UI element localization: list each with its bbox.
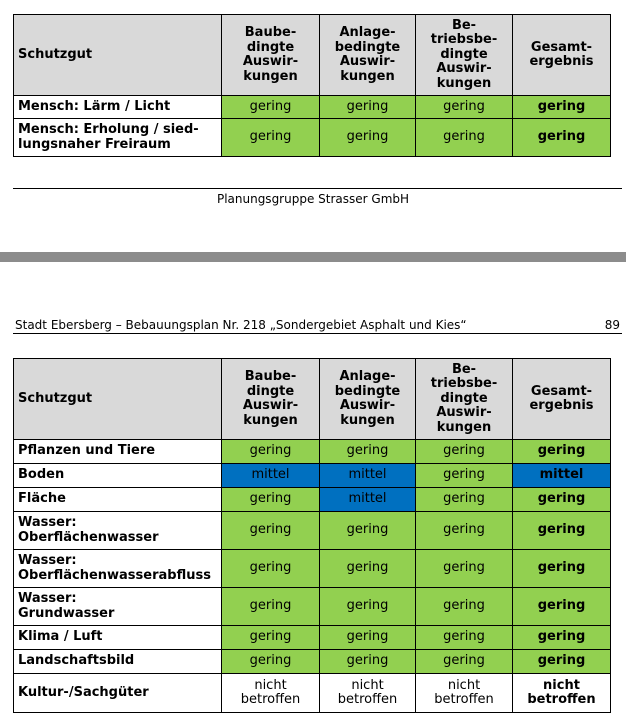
anlagebedingt-cell: gering [320, 588, 416, 626]
schutzgut-label: Wasser: Oberflächenwasserabfluss [14, 550, 222, 588]
header-baubedingt: Baube- dingte Auswir- kungen [222, 15, 320, 96]
betriebsbedingt-cell: gering [416, 650, 513, 674]
page1-header-row [14, 15, 611, 96]
betriebsbedingt-cell: nicht betroffen [416, 674, 513, 713]
betriebsbedingt-cell: gering [416, 440, 513, 464]
betriebsbedingt-cell: gering [416, 588, 513, 626]
baubedingt-cell: gering [222, 96, 320, 119]
baubedingt-cell: gering [222, 550, 320, 588]
baubedingt-cell: gering [222, 650, 320, 674]
schutzgut-label: Klima / Luft [14, 626, 222, 650]
anlagebedingt-cell: gering [320, 650, 416, 674]
table-row [14, 550, 611, 588]
table-row [14, 512, 611, 550]
table-row [14, 650, 611, 674]
table-row [14, 674, 611, 713]
baubedingt-cell: gering [222, 588, 320, 626]
anlagebedingt-cell: mittel [320, 488, 416, 512]
betriebsbedingt-cell: gering [416, 550, 513, 588]
header-schutzgut: Schutzgut [14, 15, 222, 96]
schutzgut-label: Kultur-/Sachgüter [14, 674, 222, 713]
schutzgut-label: Landschaftsbild [14, 650, 222, 674]
betriebsbedingt-cell: gering [416, 488, 513, 512]
page-footer: Planungsgruppe Strasser GmbH [216, 192, 410, 206]
schutzgut-label: Boden [14, 464, 222, 488]
betriebsbedingt-cell: gering [416, 512, 513, 550]
gesamtergebnis-cell: mittel [513, 464, 611, 488]
gesamtergebnis-cell: nicht betroffen [513, 674, 611, 713]
anlagebedingt-cell: gering [320, 626, 416, 650]
header-anlagebedingt: Anlage- bedingte Auswir- kungen [320, 359, 416, 440]
anlagebedingt-cell: gering [320, 440, 416, 464]
header-betriebsbedingt: Be- triebsbe- dingte Auswir- kungen [416, 15, 513, 96]
table-row [14, 464, 611, 488]
header-rule [13, 333, 622, 334]
gesamtergebnis-cell: gering [513, 550, 611, 588]
anlagebedingt-cell: gering [320, 550, 416, 588]
header-betriebsbedingt: Be- triebsbe- dingte Auswir- kungen [416, 359, 513, 440]
anlagebedingt-cell: nicht betroffen [320, 674, 416, 713]
gesamtergebnis-cell: gering [513, 650, 611, 674]
page2-header-row [14, 359, 611, 440]
betriebsbedingt-cell: gering [416, 626, 513, 650]
gesamtergebnis-cell: gering [513, 588, 611, 626]
page-number: 89 [604, 318, 620, 332]
baubedingt-cell: nicht betroffen [222, 674, 320, 713]
anlagebedingt-cell: gering [320, 119, 416, 157]
baubedingt-cell: gering [222, 440, 320, 464]
running-header: Stadt Ebersberg – Bebauungsplan Nr. 218 „Sondergebiet Asphalt und Kies“ [15, 318, 467, 332]
gesamtergebnis-cell: gering [513, 119, 611, 157]
table-row [14, 119, 611, 157]
page1-impact-table [13, 14, 611, 157]
baubedingt-cell: gering [222, 488, 320, 512]
baubedingt-cell: gering [222, 512, 320, 550]
header-schutzgut: Schutzgut [14, 359, 222, 440]
anlagebedingt-cell: gering [320, 96, 416, 119]
schutzgut-label: Wasser: Oberflächenwasser [14, 512, 222, 550]
page1-rows [14, 96, 611, 157]
table-row [14, 96, 611, 119]
betriebsbedingt-cell: gering [416, 96, 513, 119]
schutzgut-label: Pflanzen und Tiere [14, 440, 222, 464]
schutzgut-label: Mensch: Lärm / Licht [14, 96, 222, 119]
gesamtergebnis-cell: gering [513, 512, 611, 550]
header-baubedingt: Baube- dingte Auswir- kungen [222, 359, 320, 440]
gesamtergebnis-cell: gering [513, 488, 611, 512]
betriebsbedingt-cell: gering [416, 119, 513, 157]
table-row [14, 588, 611, 626]
gesamtergebnis-cell: gering [513, 626, 611, 650]
table-row [14, 440, 611, 464]
page2-rows [14, 440, 611, 713]
baubedingt-cell: gering [222, 119, 320, 157]
gesamtergebnis-cell: gering [513, 96, 611, 119]
page2-impact-table [13, 358, 611, 713]
header-gesamtergebnis: Gesamt- ergebnis [513, 359, 611, 440]
table-row [14, 488, 611, 512]
table-row [14, 626, 611, 650]
baubedingt-cell: gering [222, 626, 320, 650]
schutzgut-label: Fläche [14, 488, 222, 512]
schutzgut-label: Mensch: Erholung / sied- lungsnaher Freiraum [14, 119, 222, 157]
schutzgut-label: Wasser: Grundwasser [14, 588, 222, 626]
baubedingt-cell: mittel [222, 464, 320, 488]
anlagebedingt-cell: mittel [320, 464, 416, 488]
footer-rule [13, 188, 622, 189]
header-gesamtergebnis: Gesamt- ergebnis [513, 15, 611, 96]
gesamtergebnis-cell: gering [513, 440, 611, 464]
anlagebedingt-cell: gering [320, 512, 416, 550]
betriebsbedingt-cell: gering [416, 464, 513, 488]
header-anlagebedingt: Anlage- bedingte Auswir- kungen [320, 15, 416, 96]
page-break [0, 252, 626, 262]
